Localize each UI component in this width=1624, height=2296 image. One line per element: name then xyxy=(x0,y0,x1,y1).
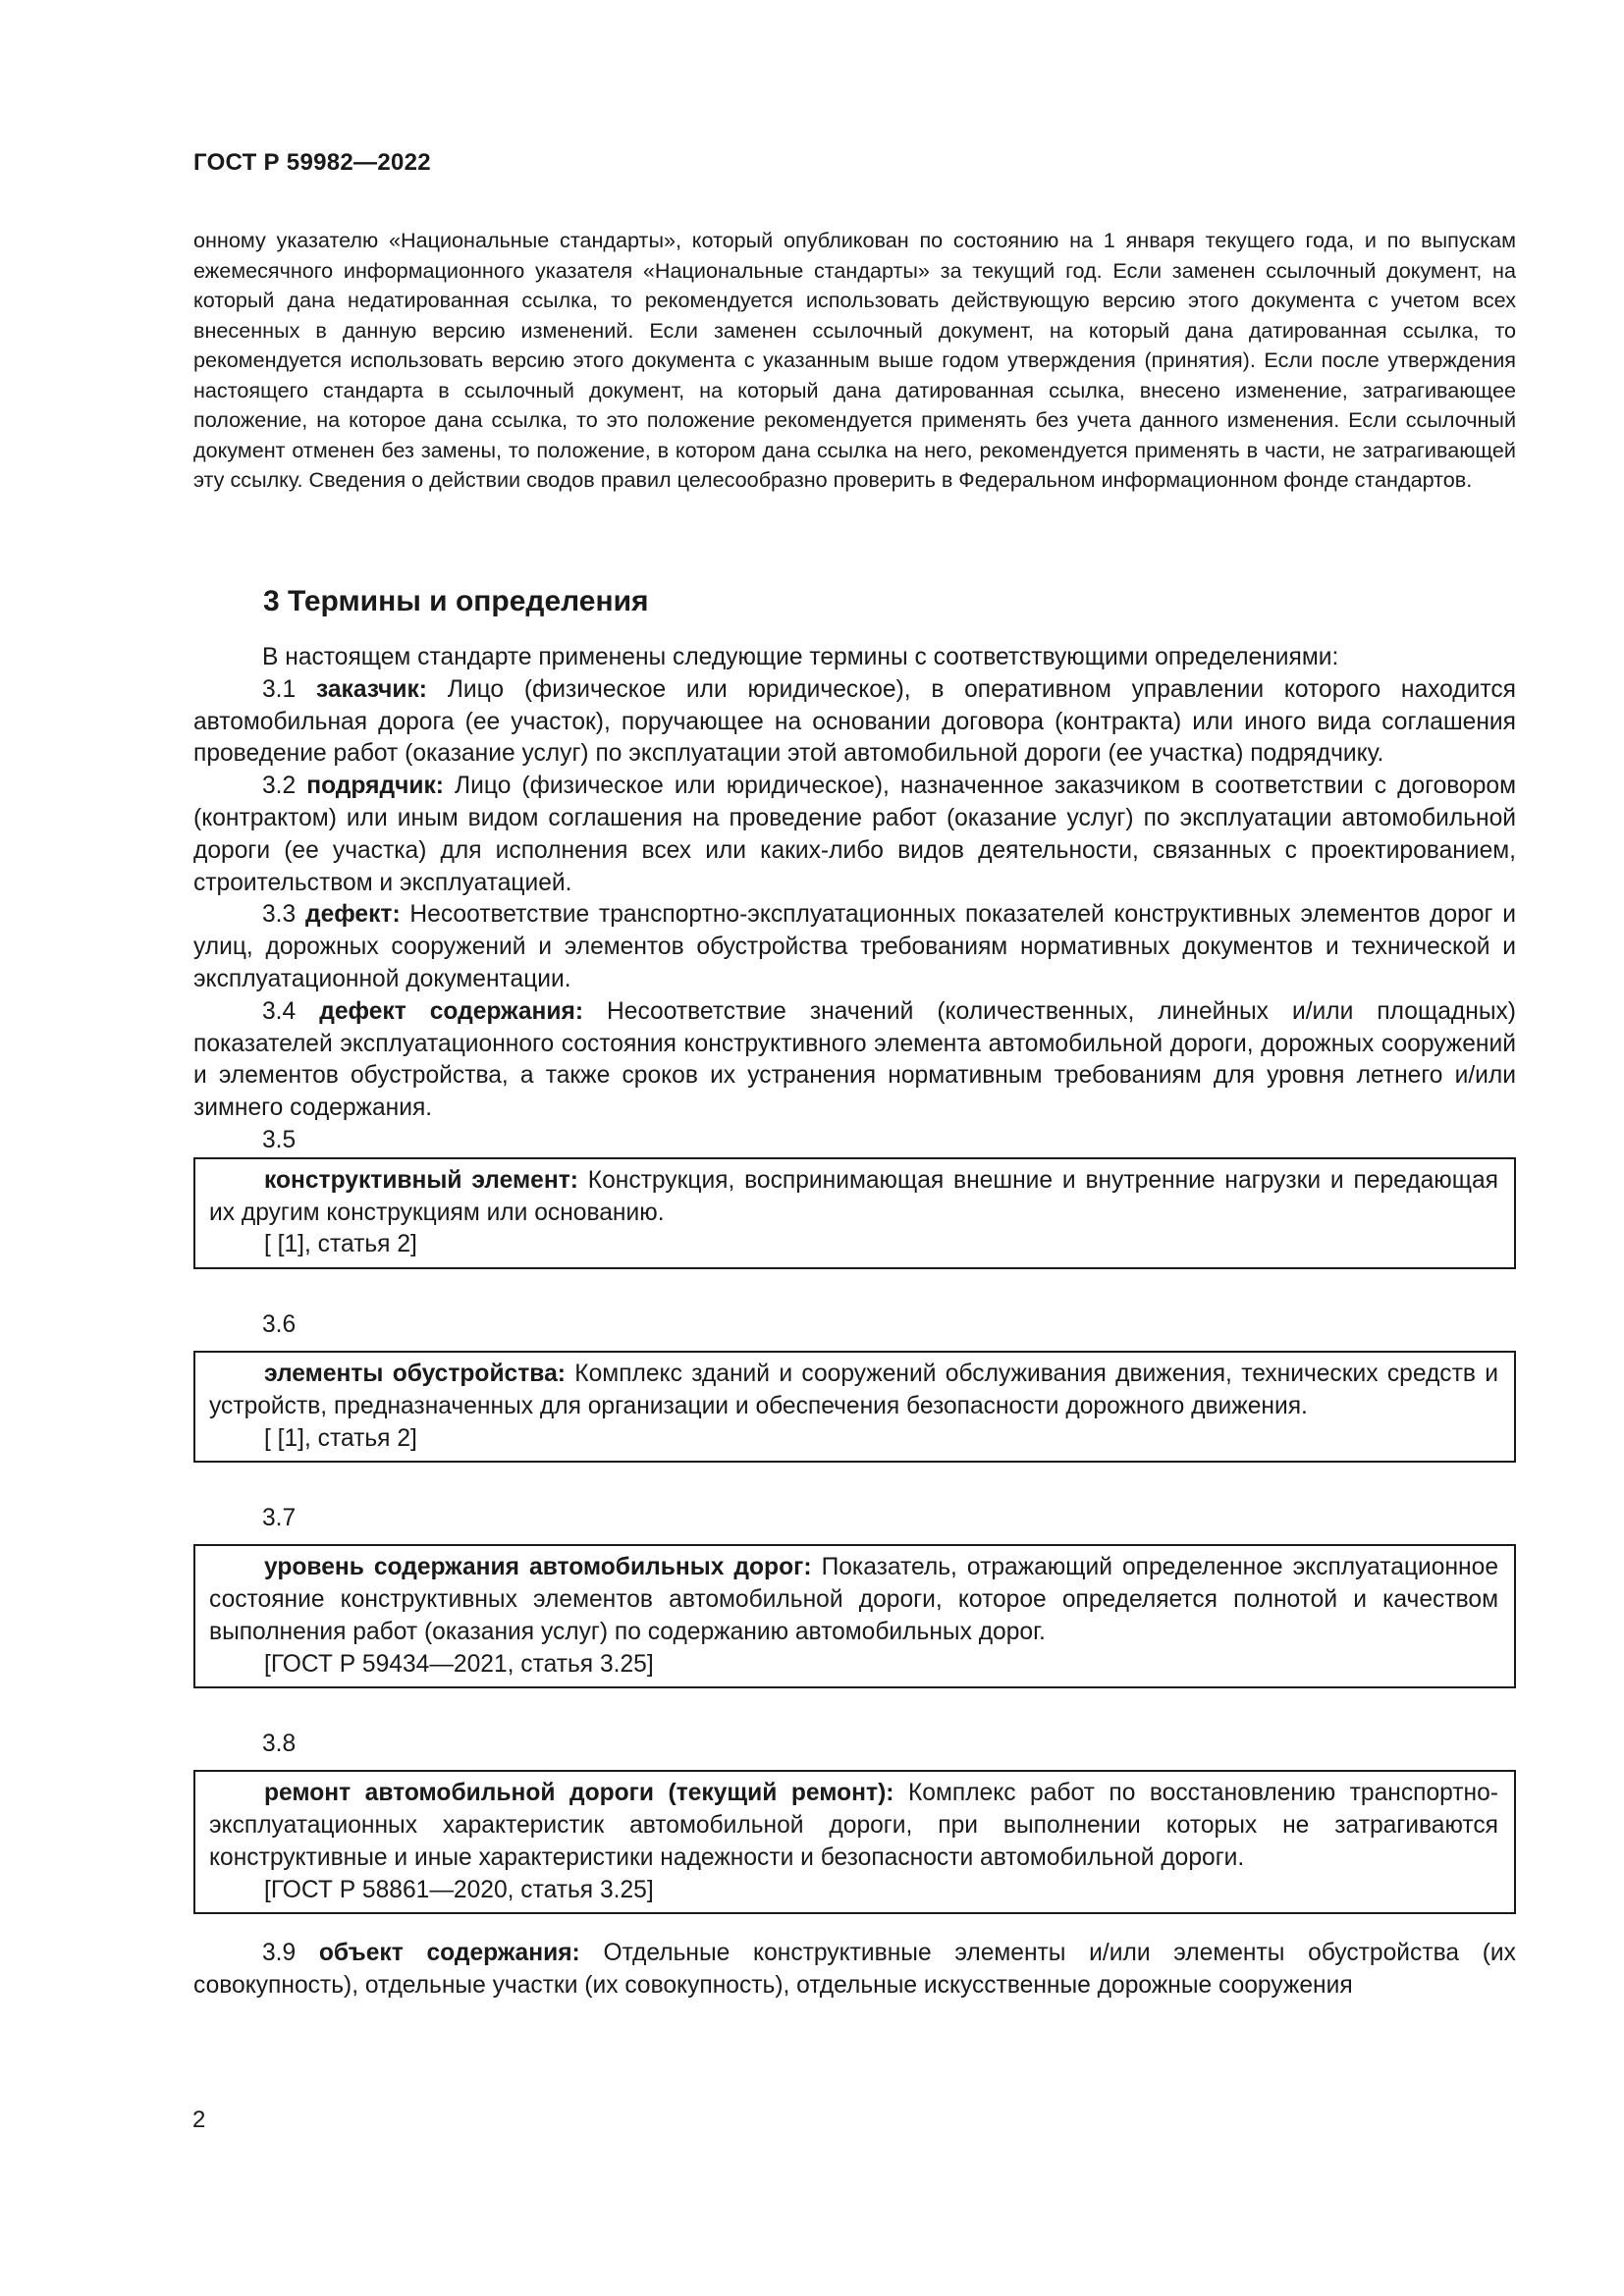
section-lead: В настоящем стандарте применены следующие термины с соответствующими определениями: xyxy=(262,644,1339,670)
term-number: 3.6 xyxy=(262,1311,297,1339)
term-box-3-7 xyxy=(193,1544,1516,1688)
term-definition: Лицо (физическое или юридическое), в оперативном управлении которого находится автомобильная дорога (ее участок), поручающее на основании договора (контракта) или иного вида соглашения проведение работ (оказание услуг) по эксплуатации этой автомобильной дороги (ее участка) подрядчику. xyxy=(193,675,1516,768)
term-box-3-5 xyxy=(193,1157,1516,1269)
term-number: 3.9 xyxy=(262,1940,297,1967)
term-definition: Отдельные конструктивные элементы и/или элементы обустройства (их совокупность), отдельные участки (их совокупность), отдельные искусственные дорожные сооружения xyxy=(193,1940,1516,2000)
terms-section xyxy=(193,642,1516,2002)
term-definition: Несоответствие значений (количественных, линейных и/или площадных) показателей эксплуатационного состояния конструктивного элемента автомобильной дороги, дорожных сооружений и элементов обустройства, а также сроков их устранения нормативным требованиям для уровня летнего и/или зимнего содержания. xyxy=(193,997,1516,1122)
page-number: 2 xyxy=(192,2107,206,2133)
term-number: 3.7 xyxy=(262,1505,297,1532)
term-number: 3.8 xyxy=(262,1731,297,1758)
term-3-4 xyxy=(193,996,1516,1125)
term-3-8 xyxy=(209,1778,1498,1874)
term-box-3-8 xyxy=(193,1770,1516,1914)
term-3-6 xyxy=(209,1359,1498,1423)
term-name: объект содержания: xyxy=(318,1940,580,1967)
term-number: 3.1 xyxy=(262,675,297,703)
document-header: ГОСТ Р 59982—2022 xyxy=(193,149,431,176)
term-definition: Конструкция, воспринимающая внешние и внутренние нагрузки и передающая их другим конструкциям или основанию. xyxy=(209,1166,1498,1226)
term-source: [ГОСТ Р 58861—2020, статья 3.25] xyxy=(264,1876,654,1903)
term-3-1 xyxy=(193,674,1516,771)
term-number: 3.4 xyxy=(262,997,297,1025)
term-name: ремонт автомобильной дороги (текущий ремонт): xyxy=(264,1780,894,1807)
term-number: 3.5 xyxy=(262,1126,297,1153)
term-3-5 xyxy=(209,1165,1498,1230)
term-name: элементы обустройства: xyxy=(264,1360,566,1387)
term-name: подрядчик: xyxy=(306,773,444,800)
term-definition: Несоответствие транспортно-эксплуатационных показателей конструктивных элементов дорог и улиц, дорожных сооружений и элементов обустройства требованиям нормативных документов и технической и эксплуатационной документации. xyxy=(193,901,1516,992)
term-definition: Комплекс работ по восстановлению транспортно-эксплуатационных характеристик автомобильной дороги, при выполнении которых не затрагиваются конструктивные и иные характеристики надежности и безопасности автомобильной дороги. xyxy=(209,1780,1499,1871)
term-3-2 xyxy=(193,771,1516,899)
term-definition: Показатель, отражающий определенное эксплуатационное состояние конструктивных элементов автомобильной дороги, которое определяется полнотой и качеством выполнения работ (оказания услуг) по содержанию автомобильных дорог. xyxy=(209,1554,1498,1645)
term-3-3 xyxy=(193,899,1516,995)
term-3-9 xyxy=(193,1938,1516,2002)
term-name: уровень содержания автомобильных дорог: xyxy=(264,1554,812,1581)
term-number: 3.2 xyxy=(262,773,297,800)
term-3-7 xyxy=(209,1552,1498,1648)
term-source: [ГОСТ Р 59434—2021, статья 3.25] xyxy=(264,1650,654,1678)
term-source: [ [1], статья 2] xyxy=(264,1231,417,1258)
term-name: заказчик: xyxy=(315,675,427,703)
term-name: дефект: xyxy=(304,901,401,929)
term-number: 3.3 xyxy=(262,901,297,929)
term-definition: Комплекс зданий и сооружений обслуживания движения, технических средств и устройств, предназначенных для организации и обеспечения безопасности дорожного движения. xyxy=(209,1360,1498,1419)
term-name: дефект содержания: xyxy=(319,997,584,1025)
term-source: [ [1], статья 2] xyxy=(264,1424,417,1452)
section-title: 3 Термины и определения xyxy=(263,585,649,617)
intro-paragraph: онному указателю «Национальные стандарты», который опубликован по состоянию на 1 января текущего года, и по выпускам ежемесячного информационного указателя «Национальные стандарты» за текущий год. Если заменен ссылочный документ, на который дана недатированная ссылка, то рекомендуется использовать действующую версию этого документа с учетом всех внесенных в данную версию изменений. Если заменен ссылочный документ, на который дана датированная ссылка, то рекомендуется использовать версию этого документа с указанным выше годом утверждения (принятия). Если после утверждения настоящего стандарта в ссылочный документ, на который дана датированная ссылка, внесено изменение, затрагивающее положение, на которое дана ссылка, то это положение рекомендуется применять без учета данного изменения. Если ссылочный документ отменен без замены, то положение, в котором дана ссылка на него, рекомендуется применять в части, не затрагивающей эту ссылку. Сведения о действии сводов правил целесообразно проверить в Федеральном информационном фонде стандартов. xyxy=(193,228,1516,492)
term-name: конструктивный элемент: xyxy=(264,1166,578,1194)
term-definition: Лицо (физическое или юридическое), назначенное заказчиком в соответствии с договором (контрактом) или иным видом соглашения на проведение работ (оказание услуг) по эксплуатации автомобильной дороги (ее участка) для исполнения всех или каких-либо видов деятельности, связанных с проектированием, строительством и эксплуатацией. xyxy=(193,773,1516,896)
term-box-3-6 xyxy=(193,1351,1516,1463)
